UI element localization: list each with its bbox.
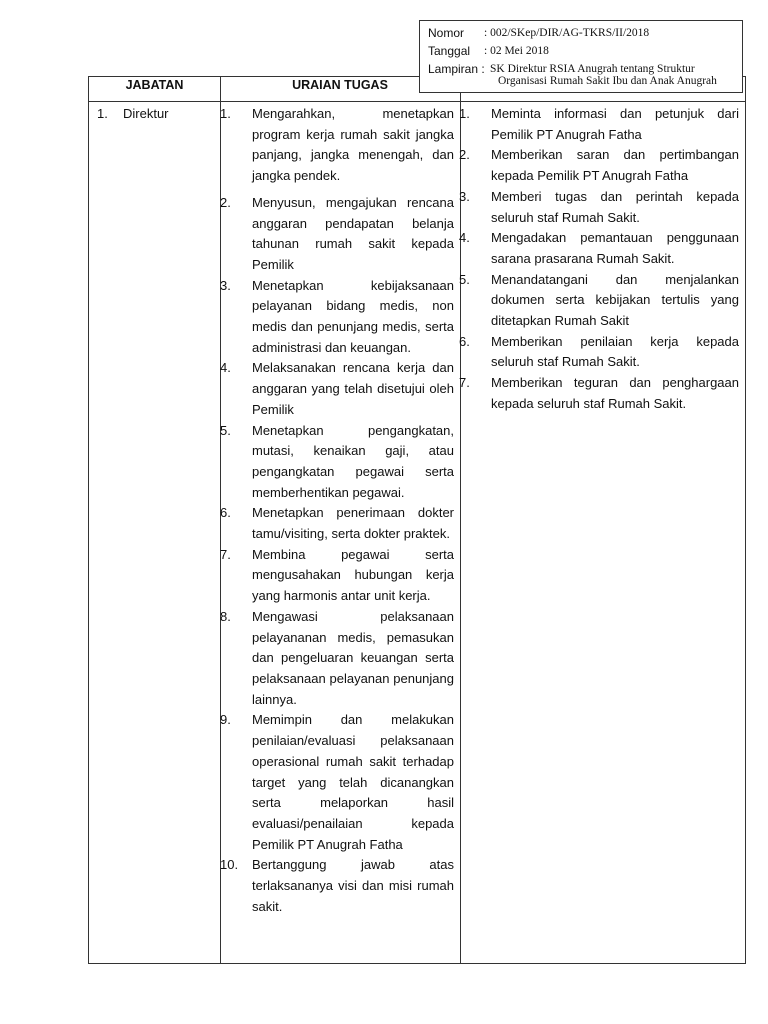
list-item-text: Membina pegawai serta mengusahakan hubungan kerja yang harmonis antar unit kerja. [252, 546, 454, 604]
uraian-tugas-item [220, 710, 454, 855]
list-item-number: 5. [220, 422, 231, 438]
uraian-tugas-item [220, 607, 454, 711]
job-description-table [88, 76, 746, 964]
jabatan-title: Direktur [123, 106, 169, 121]
list-item-number: 3. [220, 277, 231, 293]
list-item-text: Menyusun, mengajukan rencana anggaran pendapatan belanja tahunan rumah sakit kepada Pemilik [252, 194, 454, 272]
list-item-text: Melaksanakan rencana kerja dan anggaran yang telah disetujui oleh Pemilik [252, 360, 454, 417]
uraian-tugas-item [220, 421, 454, 504]
list-item-number: 6. [220, 505, 231, 521]
list-item-text: Menetapkan penerimaan dokter tamu/visiting, serta dokter praktek. [252, 505, 454, 542]
list-item-number: 4. [220, 360, 231, 376]
wewenang-list [459, 104, 739, 415]
uraian-tugas-item [220, 276, 454, 359]
tanggal-label: Tanggal [428, 44, 471, 58]
uraian-tugas-item [220, 358, 454, 420]
uraian-tugas-cell [220, 104, 454, 917]
list-item-number: 5. [459, 271, 470, 287]
jabatan-cell [95, 104, 215, 125]
column-divider [460, 77, 461, 963]
lampiran-value: SK Direktur RSIA Anugrah tentang Struktur [490, 63, 695, 75]
list-item-text: Mengawasi pelaksanaan pelayananan medis, pemasukan dan pengeluaran keuangan serta pelaksanaan pelayanan penunjang lainnya. [252, 608, 454, 707]
uraian-tugas-item [220, 193, 454, 276]
uraian-tugas-list [220, 104, 454, 917]
document-reference-box [419, 20, 743, 93]
lampiran-label: Lampiran : [428, 62, 485, 76]
uraian-tugas-item [220, 503, 454, 544]
list-item-number: 10. [220, 857, 239, 873]
list-item-number: 6. [459, 333, 470, 349]
jabatan-number: 1. [97, 106, 108, 121]
wewenang-item [459, 145, 739, 186]
wewenang-item [459, 332, 739, 373]
list-item-number: 8. [220, 608, 231, 624]
list-item-number: 9. [220, 712, 231, 728]
uraian-tugas-item [220, 545, 454, 607]
list-item-number: 2. [459, 147, 470, 163]
list-item-text: Mengadakan pemantauan penggunaan sarana prasarana Rumah Sakit. [491, 230, 739, 266]
list-item-number: 7. [220, 546, 231, 562]
list-item-text: Meminta informasi dan petunjuk dari Pemilik PT Anugrah Fatha [491, 106, 739, 142]
uraian-tugas-item [220, 104, 454, 187]
wewenang-item [459, 104, 739, 145]
list-item-text: Bertanggung jawab atas terlaksananya visi dan misi rumah sakit. [252, 857, 454, 914]
list-item-text: Mengarahkan, menetapkan program kerja rumah sakit jangka panjang, jangka menengah, dan jangka pendek. [252, 106, 454, 184]
list-item-text: Memimpin dan melakukan penilaian/evaluasi pelaksanaan operasional rumah sakit terhadap target yang telah dicanangkan serta melaporkan hasil evaluasi/penailaian kepada Pemilik PT Anugrah Fatha [252, 712, 454, 852]
wewenang-item [459, 373, 739, 414]
list-item-text: Menetapkan pengangkatan, mutasi, kenaikan gaji, atau pengangkatan pegawai serta memberhentikan pegawai. [252, 422, 454, 500]
uraian-tugas-item [220, 855, 454, 917]
lampiran-continuation: Organisasi Rumah Sakit Ibu dan Anak Anugrah [498, 75, 717, 87]
wewenang-item [459, 270, 739, 332]
list-item-number: 1. [459, 106, 470, 121]
list-item-number: 1. [220, 106, 231, 121]
wewenang-item [459, 228, 739, 269]
jabatan-item [95, 104, 215, 125]
nomor-label: Nomor [428, 26, 465, 40]
header-uraian-tugas: URAIAN TUGAS [292, 78, 388, 92]
list-item-number: 2. [220, 194, 231, 210]
tanggal-value: : 02 Mei 2018 [484, 45, 549, 57]
list-item-number: 7. [459, 375, 470, 391]
nomor-value: : 002/SKep/DIR/AG-TKRS/II/2018 [484, 27, 650, 39]
wewenang-cell [459, 104, 739, 415]
wewenang-item [459, 187, 739, 228]
list-item-text: Menandatangani dan menjalankan dokumen serta kebijakan tertulis yang ditetapkan Rumah Sakit [491, 271, 739, 329]
list-item-text: Memberikan teguran dan penghargaan kepada seluruh staf Rumah Sakit. [491, 375, 739, 411]
ref-row-nomor [428, 24, 742, 42]
list-item-text: Memberikan penilaian kerja kepada seluruh staf Rumah Sakit. [491, 333, 739, 370]
list-item-text: Memberikan saran dan pertimbangan kepada Pemilik PT Anugrah Fatha [491, 147, 739, 184]
list-item-text: Memberi tugas dan perintah kepada seluruh staf Rumah Sakit. [491, 188, 739, 225]
list-item-number: 4. [459, 230, 470, 246]
list-item-number: 3. [459, 188, 470, 204]
header-jabatan: JABATAN [125, 78, 184, 92]
list-item-text: Menetapkan kebijaksanaan pelayanan bidang medis, non medis dan penunjang medis, serta administrasi dan keuangan. [252, 277, 454, 355]
ref-row-tanggal [428, 42, 742, 60]
